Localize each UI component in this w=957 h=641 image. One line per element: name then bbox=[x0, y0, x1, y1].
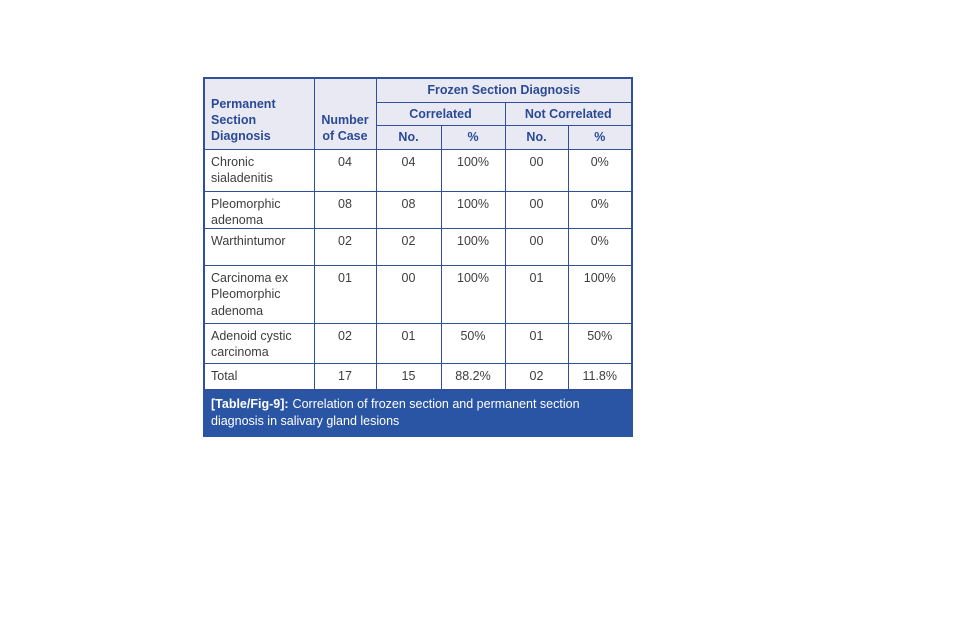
cell-cases: 17 bbox=[314, 364, 376, 390]
cell-diagnosis: Total bbox=[204, 364, 314, 390]
cell-cases: 08 bbox=[314, 191, 376, 229]
header-notcorrelated-no: No. bbox=[505, 125, 568, 149]
cell-diagnosis: Warthintumor bbox=[204, 229, 314, 266]
cell-correlated-no: 02 bbox=[376, 229, 441, 266]
header-permanent-section-diagnosis: Permanent Section Diagnosis bbox=[204, 78, 314, 149]
cell-notcorrelated-no: 00 bbox=[505, 149, 568, 191]
cell-diagnosis: Carcinoma ex Pleomorphic adenoma bbox=[204, 266, 314, 324]
cell-correlated-pct: 100% bbox=[441, 149, 505, 191]
cell-diagnosis: Pleomorphic adenoma bbox=[204, 191, 314, 229]
table-row bbox=[204, 229, 632, 266]
table-row bbox=[204, 149, 632, 191]
cell-correlated-pct: 100% bbox=[441, 229, 505, 266]
table-caption bbox=[203, 391, 633, 437]
cell-notcorrelated-no: 00 bbox=[505, 229, 568, 266]
cell-correlated-no: 15 bbox=[376, 364, 441, 390]
frozen-section-correlation-table bbox=[203, 77, 633, 391]
cell-notcorrelated-pct: 11.8% bbox=[568, 364, 632, 390]
cell-correlated-no: 00 bbox=[376, 266, 441, 324]
table-row bbox=[204, 266, 632, 324]
cell-correlated-pct: 100% bbox=[441, 191, 505, 229]
cell-notcorrelated-no: 01 bbox=[505, 324, 568, 364]
header-correlated-pct: % bbox=[441, 125, 505, 149]
table-row bbox=[204, 324, 632, 364]
cell-cases: 02 bbox=[314, 229, 376, 266]
cell-notcorrelated-pct: 100% bbox=[568, 266, 632, 324]
cell-diagnosis: Adenoid cystic carcinoma bbox=[204, 324, 314, 364]
cell-notcorrelated-pct: 50% bbox=[568, 324, 632, 364]
cell-correlated-pct: 100% bbox=[441, 266, 505, 324]
header-frozen-section-diagnosis: Frozen Section Diagnosis bbox=[376, 78, 632, 102]
header-correlated-no: No. bbox=[376, 125, 441, 149]
cell-notcorrelated-pct: 0% bbox=[568, 191, 632, 229]
cell-cases: 04 bbox=[314, 149, 376, 191]
cell-correlated-pct: 88.2% bbox=[441, 364, 505, 390]
header-number-of-case: Number of Case bbox=[314, 78, 376, 149]
header-notcorrelated-pct: % bbox=[568, 125, 632, 149]
cell-notcorrelated-pct: 0% bbox=[568, 149, 632, 191]
cell-notcorrelated-no: 02 bbox=[505, 364, 568, 390]
caption-text: Correlation of frozen section and permanent section diagnosis in salivary gland lesions bbox=[211, 396, 580, 428]
table-figure bbox=[203, 77, 633, 437]
cell-notcorrelated-no: 00 bbox=[505, 191, 568, 229]
caption-figure-label: [Table/Fig-9]: bbox=[211, 396, 289, 411]
table-row bbox=[204, 191, 632, 229]
table-header bbox=[204, 78, 632, 149]
cell-notcorrelated-pct: 0% bbox=[568, 229, 632, 266]
cell-correlated-no: 04 bbox=[376, 149, 441, 191]
cell-correlated-no: 01 bbox=[376, 324, 441, 364]
table-body bbox=[204, 149, 632, 390]
cell-correlated-no: 08 bbox=[376, 191, 441, 229]
header-not-correlated: Not Correlated bbox=[505, 102, 632, 125]
table-row-total bbox=[204, 364, 632, 390]
cell-correlated-pct: 50% bbox=[441, 324, 505, 364]
cell-cases: 01 bbox=[314, 266, 376, 324]
cell-diagnosis: Chronic sialadenitis bbox=[204, 149, 314, 191]
cell-cases: 02 bbox=[314, 324, 376, 364]
cell-notcorrelated-no: 01 bbox=[505, 266, 568, 324]
header-correlated: Correlated bbox=[376, 102, 505, 125]
header-row-group bbox=[204, 78, 632, 102]
